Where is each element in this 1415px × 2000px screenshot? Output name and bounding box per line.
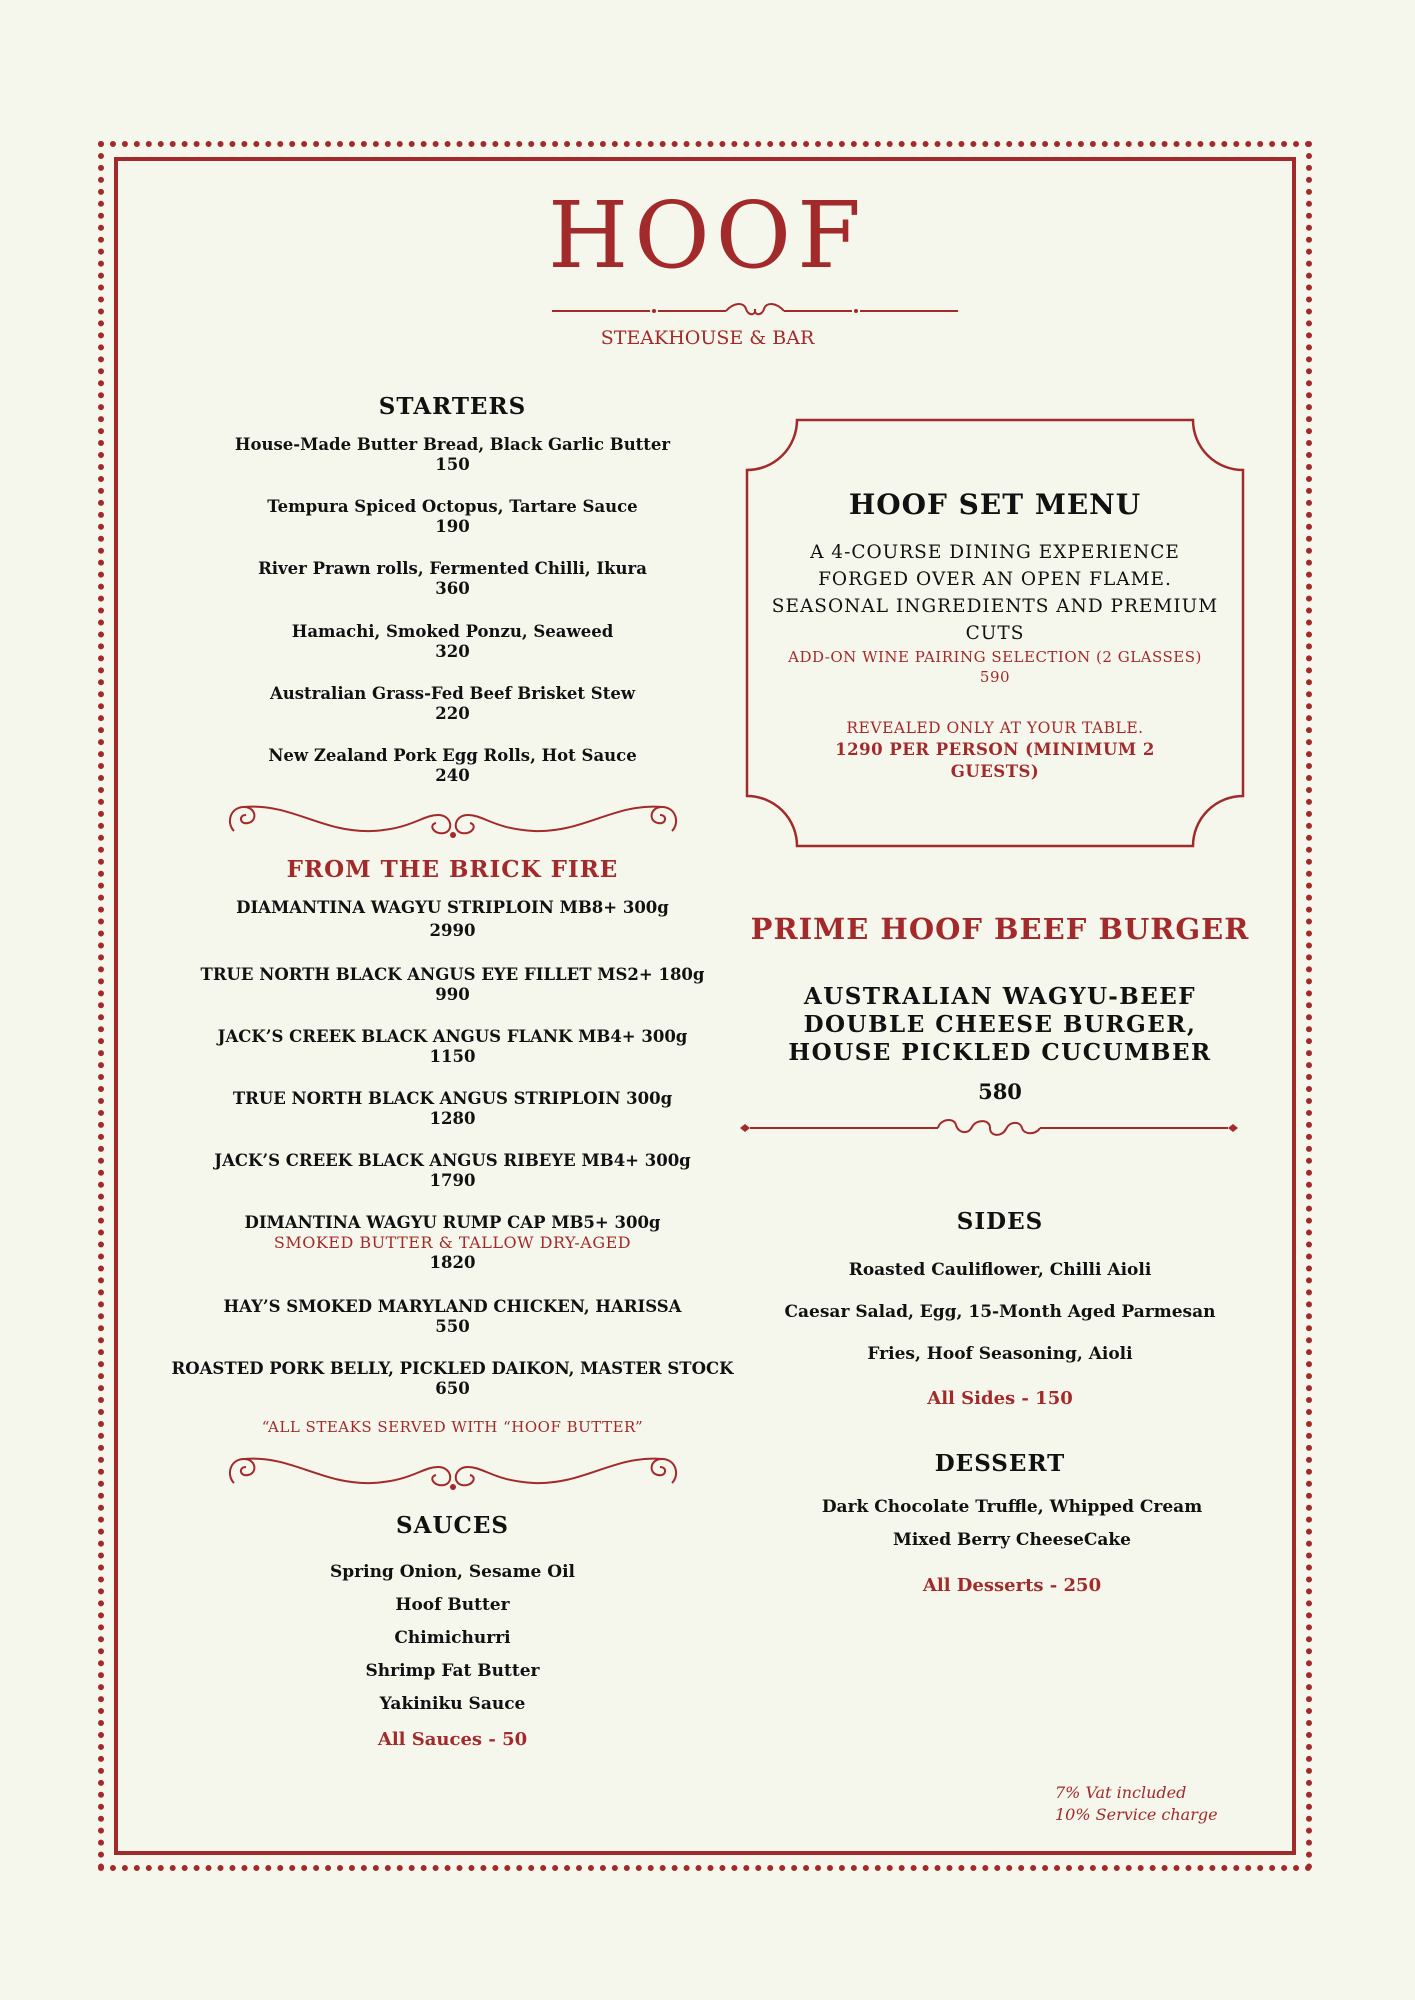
item-name: TRUE NORTH BLACK ANGUS STRIPLOIN 300g [232,1089,673,1108]
item-name: JACK’S CREEK BLACK ANGUS FLANK MB4+ 300g [217,1027,688,1046]
steak-item [160,965,745,1005]
side-item: Fries, Hoof Seasoning, Aioli [867,1344,1133,1364]
set-menu-description: A 4-COURSE DINING EXPERIENCE FORGED OVER AN OPEN FLAME. SEASONAL INGREDIENTS AND PREMIUM CUTS [771,542,1219,644]
dessert-item: Mixed Berry CheeseCake [893,1530,1131,1550]
starters-title: STARTERS [378,393,527,420]
brick-fire-title: FROM THE BRICK FIRE [286,856,619,883]
item-price: 320 [435,642,470,661]
item-price: 2990 [429,921,476,940]
service-charge-note: 10% Service charge [1055,1805,1218,1824]
wine-pairing-addon: ADD-ON WINE PAIRING SELECTION (2 GLASSES) [788,648,1202,666]
burger-desc-line: HOUSE PICKLED CUCUMBER [788,1039,1212,1066]
all-sauces-price: All Sauces - 50 [377,1729,528,1750]
steak-item [160,1151,745,1191]
scroll-flourish-divider [222,795,684,845]
steak-item [160,1359,745,1399]
set-menu-reveal-note: REVEALED ONLY AT YOUR TABLE. [846,719,1144,737]
item-price: 1280 [429,1109,476,1128]
sauces-title: SAUCES [396,1512,509,1539]
item-price: 220 [435,704,470,723]
item-name: Australian Grass-Fed Beef Brisket Stew [269,684,636,703]
steak-item [160,1297,745,1337]
restaurant-subtitle: STEAKHOUSE & BAR [600,327,815,349]
restaurant-title: HOOF [548,182,867,289]
all-sides-price: All Sides - 150 [927,1388,1073,1409]
sauce-item: Hoof Butter [395,1595,510,1615]
item-name: ROASTED PORK BELLY, PICKLED DAIKON, MASTER STOCK [171,1359,734,1378]
steak-item [160,1089,745,1129]
sauce-item: Chimichurri [394,1628,511,1648]
burger-price: 580 [978,1079,1022,1104]
item-price: 990 [435,985,470,1004]
item-name: DIAMANTINA WAGYU STRIPLOIN MB8+ 300g [236,898,669,917]
dessert-item: Dark Chocolate Truffle, Whipped Cream [821,1497,1203,1517]
item-price: 1150 [429,1047,476,1066]
item-name: HAY’S SMOKED MARYLAND CHICKEN, HARISSA [223,1297,682,1316]
scroll-flourish-divider [222,1447,684,1497]
item-name: DIMANTINA WAGYU RUMP CAP MB5+ 300g [244,1213,661,1232]
steak-item [160,1027,745,1067]
item-name: TRUE NORTH BLACK ANGUS EYE FILLET MS2+ 180g [200,965,705,984]
vat-note: 7% Vat included [1055,1783,1187,1802]
item-price: 150 [435,455,470,474]
right-column [740,0,1260,2000]
side-item: Roasted Cauliflower, Chilli Aioli [848,1260,1152,1280]
starter-item [160,559,745,599]
tax-footnote [1055,1782,1218,1826]
item-name: Tempura Spiced Octopus, Tartare Sauce [267,497,638,516]
burger-title: PRIME HOOF BEEF BURGER [750,912,1250,946]
wine-pairing-price: 590 [979,668,1011,686]
sides-title: SIDES [956,1208,1044,1235]
item-price: 240 [435,766,470,785]
item-name: Hamachi, Smoked Ponzu, Seaweed [291,622,614,641]
item-name: New Zealand Pork Egg Rolls, Hot Sauce [268,746,637,765]
set-menu-price: 1290 PER PERSON (MINIMUM 2 GUESTS) [835,740,1155,781]
item-name: House-Made Butter Bread, Black Garlic Butter [234,435,671,454]
side-item: Caesar Salad, Egg, 15-Month Aged Parmesan [784,1302,1216,1322]
left-column [160,0,745,2000]
item-name: River Prawn rolls, Fermented Chilli, Ikura [258,559,647,578]
item-name: JACK’S CREEK BLACK ANGUS RIBEYE MB4+ 300g [214,1151,691,1170]
sauce-item: Yakiniku Sauce [379,1694,526,1714]
set-menu-title: HOOF SET MENU [848,488,1142,521]
dessert-title: DESSERT [934,1450,1066,1477]
steak-item [160,898,745,941]
sauce-item: Spring Onion, Sesame Oil [329,1562,576,1582]
burger-desc-line: DOUBLE CHEESE BURGER, [803,1011,1197,1038]
sauce-item: Shrimp Fat Butter [365,1661,540,1681]
burger-desc-line: AUSTRALIAN WAGYU-BEEF [803,983,1197,1010]
item-note: SMOKED BUTTER & TALLOW DRY-AGED [273,1233,632,1252]
burger-divider-ornament [740,1113,1240,1143]
starter-item [160,497,745,537]
all-desserts-price: All Desserts - 250 [922,1575,1102,1596]
item-price: 360 [435,579,470,598]
item-price: 550 [435,1317,470,1336]
item-price: 190 [435,517,470,536]
steak-item [160,1213,745,1273]
item-price: 1820 [429,1253,476,1272]
starter-item [160,435,745,475]
steak-butter-note: “ALL STEAKS SERVED WITH “HOOF BUTTER” [261,1418,644,1436]
starter-item [160,622,745,662]
starter-item [160,684,745,724]
starter-item [160,746,745,786]
item-price: 650 [435,1379,470,1398]
item-price: 1790 [429,1171,476,1190]
